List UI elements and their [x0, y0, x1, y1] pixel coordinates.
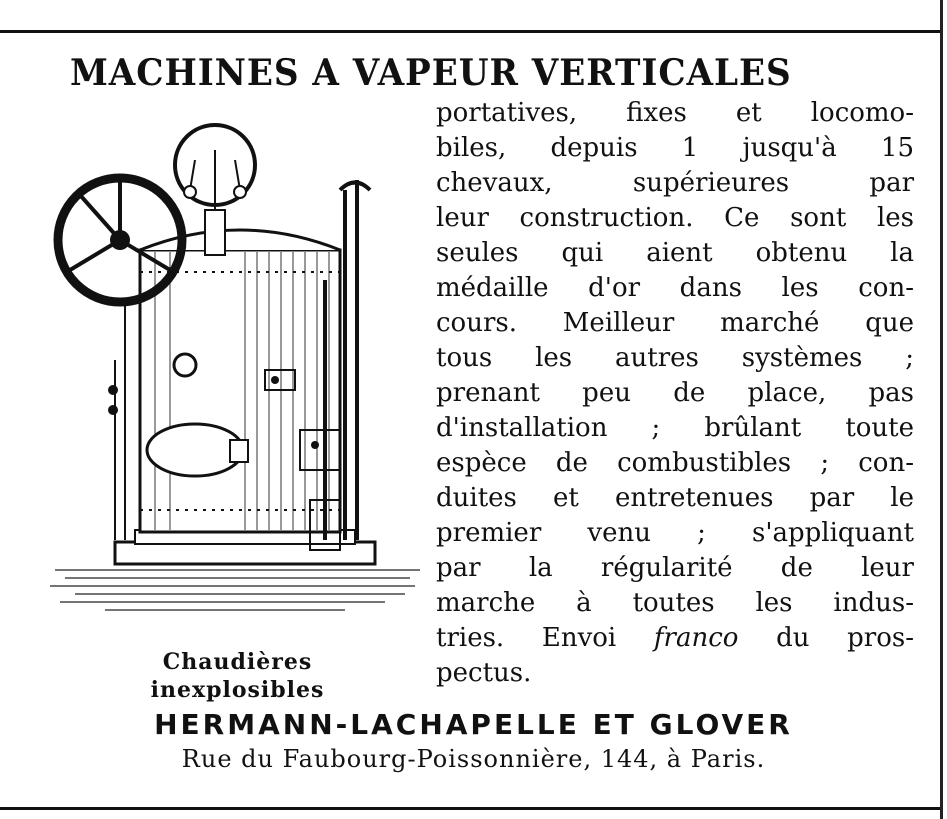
body-line: seules qui aient obtenu la	[436, 238, 914, 268]
body-line: leur construction. Ce sont les	[436, 203, 914, 233]
company-address: Rue du Faubourg-Poissonnière, 144, à Paris.	[181, 745, 766, 773]
body-line: prenant peu de place, pas	[436, 378, 914, 408]
body-line: par la régularité de leur	[436, 553, 914, 583]
body-line: d'installation ; brûlant toute	[436, 413, 914, 443]
franco-italic: franco	[653, 623, 739, 653]
body-line-franco	[436, 621, 914, 656]
illustration-caption	[95, 648, 380, 704]
caption-line-1: Chaudières	[162, 649, 313, 675]
body-line-franco-after: du pros-	[738, 623, 914, 653]
body-line: premier venu ; s'appliquant	[436, 518, 914, 548]
body-line-last: pectus.	[436, 658, 532, 688]
headline: MACHINES A VAPEUR VERTICALES	[70, 52, 792, 94]
body-line: marche à toutes les indus-	[436, 588, 914, 618]
body-line: cours. Meilleur marché que	[436, 308, 914, 338]
body-line: biles, depuis 1 jusqu'à 15	[436, 133, 914, 163]
column-edge-rule	[940, 0, 943, 819]
caption-line-2: inexplosibles	[150, 677, 325, 703]
body-line: tous les autres systèmes ;	[436, 343, 914, 373]
steam-engine-illustration	[45, 100, 430, 640]
body-line-franco-before: tries. Envoi	[436, 623, 654, 653]
bottom-rule	[0, 807, 940, 810]
body-line: portatives, fixes et locomo-	[436, 98, 914, 128]
body-line: chevaux, supérieures par	[436, 168, 914, 198]
company-name: HERMANN-LACHAPELLE ET GLOVER	[154, 708, 793, 741]
body-line: espèce de combustibles ; con-	[436, 448, 914, 478]
body-line: médaille d'or dans les con-	[436, 273, 914, 303]
body-line: duites et entretenues par le	[436, 483, 914, 513]
advertisement-body	[436, 96, 914, 691]
top-rule	[0, 30, 940, 33]
